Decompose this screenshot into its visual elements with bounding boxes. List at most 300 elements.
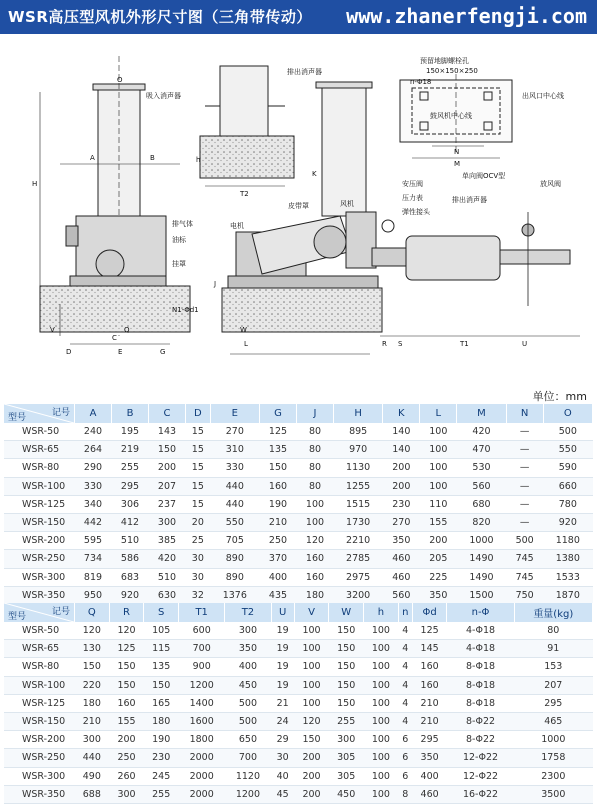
table-cell: 1000 xyxy=(514,731,592,749)
table-cell: 100 xyxy=(420,423,457,441)
table-cell: 15 xyxy=(186,477,211,495)
table-cell: 442 xyxy=(75,513,112,531)
table-cell: 100 xyxy=(364,749,399,767)
table-cell: 450 xyxy=(329,785,364,803)
table-cell: 207 xyxy=(149,477,186,495)
table-cell: 200 xyxy=(294,749,329,767)
unit-label: 单位：mm xyxy=(532,390,587,403)
table-row xyxy=(4,477,593,495)
model-cell: WSR-150 xyxy=(4,712,75,730)
label-check-valve: 单向阀OCV型 xyxy=(462,172,506,180)
table-cell: 150 xyxy=(144,676,179,694)
table-cell: 40 xyxy=(271,767,294,785)
table-cell: 21 xyxy=(271,694,294,712)
table-cell: 195 xyxy=(112,423,149,441)
table-cell: 1120 xyxy=(225,767,271,785)
table-cell: 160 xyxy=(412,658,447,676)
page-title: WSR高压型风机外形尺寸图（三角带传动） xyxy=(8,8,312,26)
model-cell: WSR-125 xyxy=(4,694,75,712)
column-header: N xyxy=(506,404,543,423)
table-cell: 550 xyxy=(543,441,592,459)
table-cell: 155 xyxy=(420,513,457,531)
foundation-left xyxy=(40,286,190,332)
table-cell: 80 xyxy=(296,459,333,477)
table-cell: 4 xyxy=(398,622,412,640)
table-cell: 180 xyxy=(75,694,110,712)
column-header: H xyxy=(333,404,382,423)
table-cell: 1255 xyxy=(333,477,382,495)
table-cell: 310 xyxy=(210,441,259,459)
website-url: www.zhanerfengji.com xyxy=(346,4,587,28)
table-cell: 190 xyxy=(259,495,296,513)
table-cell: 890 xyxy=(210,568,259,586)
table-cell: 250 xyxy=(259,532,296,550)
table-cell: 200 xyxy=(383,477,420,495)
table-header-row xyxy=(4,603,593,622)
table-cell: 1200 xyxy=(225,785,271,803)
table-cell: 125 xyxy=(412,622,447,640)
table-cell: 205 xyxy=(420,550,457,568)
dim-d: D xyxy=(66,348,72,356)
table-cell: 100 xyxy=(420,477,457,495)
table-cell: 255 xyxy=(112,459,149,477)
table-cell: 734 xyxy=(75,550,112,568)
corner-label-mark: 记号 xyxy=(51,408,70,418)
table-cell: 2300 xyxy=(514,767,592,785)
column-header: O xyxy=(543,404,592,423)
table-cell: 780 xyxy=(543,495,592,513)
label-flex-joint: 弹性接头 xyxy=(402,208,430,216)
label-fan-center: 鼓风机中心线 xyxy=(430,112,472,120)
table-cell: 3500 xyxy=(514,785,592,803)
table-cell: 6 xyxy=(398,749,412,767)
table-cell: 100 xyxy=(294,658,329,676)
table-cell: 400 xyxy=(259,568,296,586)
model-cell: WSR-300 xyxy=(4,767,75,785)
table-cell: — xyxy=(506,441,543,459)
model-cell: WSR-65 xyxy=(4,640,75,658)
table-cell: 660 xyxy=(543,477,592,495)
table-cell: 130 xyxy=(75,640,110,658)
column-header: S xyxy=(144,603,179,622)
table-cell: 490 xyxy=(75,767,110,785)
table-cell: 32 xyxy=(186,586,211,604)
table-cell: 420 xyxy=(457,423,506,441)
column-header: V xyxy=(294,603,329,622)
table-cell: 8-Φ18 xyxy=(447,676,514,694)
dim-l: L xyxy=(244,340,248,348)
table-cell: 100 xyxy=(294,640,329,658)
table-cell: 300 xyxy=(225,622,271,640)
table-cell: 120 xyxy=(294,712,329,730)
header-banner xyxy=(0,0,597,34)
table-cell: 683 xyxy=(112,568,149,586)
dimension-table-2 xyxy=(4,603,593,804)
table-cell: 8-Φ18 xyxy=(447,694,514,712)
table-cell: 100 xyxy=(364,640,399,658)
dim-k: K xyxy=(312,170,317,178)
table-cell: 100 xyxy=(294,694,329,712)
model-cell: WSR-250 xyxy=(4,749,75,767)
table-cell: 100 xyxy=(364,694,399,712)
table-cell: 1000 xyxy=(457,532,506,550)
table-cell: 100 xyxy=(296,495,333,513)
table-cell: 12-Φ22 xyxy=(447,767,514,785)
table-cell: 150 xyxy=(109,676,144,694)
table-cell: 225 xyxy=(420,568,457,586)
table-cell: 30 xyxy=(186,568,211,586)
table-cell: 600 xyxy=(179,622,225,640)
table-cell: 30 xyxy=(186,550,211,568)
table-cell: 510 xyxy=(149,568,186,586)
table-cell: 150 xyxy=(329,658,364,676)
table-cell: 100 xyxy=(420,459,457,477)
table-cell: 420 xyxy=(149,550,186,568)
column-header: R xyxy=(109,603,144,622)
label-air-valve: 放风阀 xyxy=(540,180,561,188)
table-cell: 950 xyxy=(75,586,112,604)
table-cell: 100 xyxy=(364,785,399,803)
table-row xyxy=(4,550,593,568)
table-cell: 350 xyxy=(225,640,271,658)
table-cell: 100 xyxy=(364,622,399,640)
table-body xyxy=(4,622,593,803)
table-cell: 150 xyxy=(329,694,364,712)
table-cell: 150 xyxy=(109,658,144,676)
label-exhaust-body: 排气体 xyxy=(172,220,193,228)
table-cell: 400 xyxy=(412,767,447,785)
corner-label-mark: 记号 xyxy=(51,607,70,617)
table-cell: 1380 xyxy=(543,550,592,568)
table-cell: 1376 xyxy=(210,586,259,604)
table-cell: 120 xyxy=(109,622,144,640)
model-cell: WSR-350 xyxy=(4,586,75,604)
table-cell: 25 xyxy=(186,532,211,550)
table-cell: 1515 xyxy=(333,495,382,513)
table-cell: 245 xyxy=(144,767,179,785)
table-cell: 160 xyxy=(109,694,144,712)
table-cell: 440 xyxy=(210,477,259,495)
table-cell: 2000 xyxy=(179,767,225,785)
exhaust-silencer-right-shape xyxy=(406,236,500,280)
table-cell: 550 xyxy=(210,513,259,531)
table-cell: 350 xyxy=(412,749,447,767)
table-cell: 255 xyxy=(144,785,179,803)
table-row xyxy=(4,568,593,586)
table-cell: 140 xyxy=(383,423,420,441)
dimension-table-1 xyxy=(4,404,593,605)
table-row xyxy=(4,694,593,712)
table-cell: 412 xyxy=(112,513,149,531)
table-cell: 150 xyxy=(329,676,364,694)
table-cell: 705 xyxy=(210,532,259,550)
label-cover: 挂罩 xyxy=(172,260,186,268)
table-row xyxy=(4,767,593,785)
table-cell: 220 xyxy=(75,676,110,694)
label-belt-cover: 皮带罩 xyxy=(288,202,309,210)
table-cell: 595 xyxy=(75,532,112,550)
table-row xyxy=(4,423,593,441)
column-header: Q xyxy=(75,603,110,622)
table-cell: 970 xyxy=(333,441,382,459)
table-cell: 80 xyxy=(296,441,333,459)
dim-g: G xyxy=(160,348,166,356)
table-row xyxy=(4,513,593,531)
table-cell: 200 xyxy=(420,532,457,550)
table-cell: 1800 xyxy=(179,731,225,749)
table-cell: 300 xyxy=(109,785,144,803)
table-row xyxy=(4,712,593,730)
table-cell: 4 xyxy=(398,640,412,658)
table-cell: 210 xyxy=(75,712,110,730)
table-cell: 150 xyxy=(329,622,364,640)
table-cell: 150 xyxy=(329,640,364,658)
table-cell: 8-Φ18 xyxy=(447,658,514,676)
model-cell: WSR-80 xyxy=(4,658,75,676)
label-intake-silencer: 吸入消声器 xyxy=(146,92,181,100)
table-cell: 145 xyxy=(412,640,447,658)
table-row xyxy=(4,622,593,640)
table-cell: 270 xyxy=(383,513,420,531)
model-cell: WSR-300 xyxy=(4,568,75,586)
column-header: T2 xyxy=(225,603,271,622)
table-cell: 115 xyxy=(144,640,179,658)
table-cell: 135 xyxy=(144,658,179,676)
table-cell: 4 xyxy=(398,658,412,676)
table-cell: 1130 xyxy=(333,459,382,477)
table-row xyxy=(4,731,593,749)
label-n-phi: n-Φ18 xyxy=(410,78,432,86)
table-cell: 1600 xyxy=(179,712,225,730)
table-cell: — xyxy=(506,495,543,513)
table-cell: 120 xyxy=(75,622,110,640)
table-cell: 630 xyxy=(149,586,186,604)
table-cell: 700 xyxy=(179,640,225,658)
column-header: U xyxy=(271,603,294,622)
table-cell: 510 xyxy=(112,532,149,550)
table-cell: 16-Φ22 xyxy=(447,785,514,803)
table-cell: 150 xyxy=(294,731,329,749)
table-row xyxy=(4,640,593,658)
table-cell: 500 xyxy=(506,532,543,550)
table-cell: 19 xyxy=(271,658,294,676)
table-cell: 895 xyxy=(333,423,382,441)
drawing-svg xyxy=(0,36,597,388)
table-corner-cell xyxy=(4,603,75,622)
model-cell: WSR-100 xyxy=(4,676,75,694)
table-cell: 24 xyxy=(271,712,294,730)
dim-o: O xyxy=(117,76,123,84)
table-cell: 153 xyxy=(514,658,592,676)
dim-t1: T1 xyxy=(460,340,469,348)
label-n1-d1: N1-Φd1 xyxy=(172,306,199,314)
table-cell: 155 xyxy=(109,712,144,730)
table-cell: 200 xyxy=(109,731,144,749)
dim-r: R xyxy=(382,340,387,348)
table-cell: — xyxy=(506,423,543,441)
table-cell: 190 xyxy=(144,731,179,749)
table-row xyxy=(4,658,593,676)
label-oil-tank: 油标 xyxy=(172,236,186,244)
table-cell: 460 xyxy=(412,785,447,803)
column-header: K xyxy=(383,404,420,423)
model-cell: WSR-350 xyxy=(4,785,75,803)
label-exhaust-silencer-top: 排出消声器 xyxy=(287,68,322,76)
label-motor: 电机 xyxy=(230,222,244,230)
table-cell: 80 xyxy=(514,622,592,640)
table-cell: — xyxy=(506,459,543,477)
table-cell: 4-Φ18 xyxy=(447,640,514,658)
column-header: h xyxy=(364,603,399,622)
table-cell: 100 xyxy=(364,712,399,730)
column-header: J xyxy=(296,404,333,423)
table-cell: 80 xyxy=(296,477,333,495)
column-header: E xyxy=(210,404,259,423)
table-cell: 4 xyxy=(398,676,412,694)
table-cell: 8 xyxy=(398,785,412,803)
table-cell: 15 xyxy=(186,459,211,477)
table-row xyxy=(4,441,593,459)
dim-e: E xyxy=(118,348,123,356)
table-cell: 900 xyxy=(179,658,225,676)
table-row xyxy=(4,749,593,767)
label-relief-valve: 安压阀 xyxy=(402,180,423,188)
table-cell: 450 xyxy=(225,676,271,694)
table-cell: 385 xyxy=(149,532,186,550)
table-cell: 240 xyxy=(75,423,112,441)
table-cell: 200 xyxy=(294,767,329,785)
table-cell: 920 xyxy=(543,513,592,531)
table-cell: 100 xyxy=(294,622,329,640)
table-cell: 465 xyxy=(514,712,592,730)
table-cell: 500 xyxy=(543,423,592,441)
dim-c: C xyxy=(112,334,117,342)
table-row xyxy=(4,785,593,803)
corner-label-model: 型号 xyxy=(8,413,27,423)
dim-b: B xyxy=(150,154,155,162)
table-cell: 255 xyxy=(329,712,364,730)
table-cell: 110 xyxy=(420,495,457,513)
table-cell: 270 xyxy=(210,423,259,441)
table-cell: 143 xyxy=(149,423,186,441)
table-cell: 29 xyxy=(271,731,294,749)
label-fan: 风机 xyxy=(340,200,354,208)
column-header: G xyxy=(259,404,296,423)
technical-drawing xyxy=(0,36,597,388)
model-cell: WSR-50 xyxy=(4,622,75,640)
table-cell: 120 xyxy=(296,532,333,550)
table-cell: 100 xyxy=(294,676,329,694)
table-cell: 237 xyxy=(149,495,186,513)
table-cell: 295 xyxy=(412,731,447,749)
table-cell: 350 xyxy=(420,586,457,604)
dim-a: A xyxy=(90,154,95,162)
table-cell: 80 xyxy=(296,423,333,441)
table-cell: 688 xyxy=(75,785,110,803)
table-cell: 15 xyxy=(186,495,211,513)
table-cell: 1533 xyxy=(543,568,592,586)
table-cell: 305 xyxy=(329,749,364,767)
label-anchor-size: 150×150×250 xyxy=(426,67,478,75)
table-cell: 200 xyxy=(294,785,329,803)
table-cell: 435 xyxy=(259,586,296,604)
table-cell: 135 xyxy=(259,441,296,459)
table-cell: 1730 xyxy=(333,513,382,531)
model-cell: WSR-125 xyxy=(4,495,75,513)
model-cell: WSR-65 xyxy=(4,441,75,459)
table-cell: 100 xyxy=(364,676,399,694)
table-cell: 300 xyxy=(149,513,186,531)
model-cell: WSR-100 xyxy=(4,477,75,495)
table-row xyxy=(4,676,593,694)
dim-u: U xyxy=(522,340,528,348)
table-cell: 590 xyxy=(543,459,592,477)
table-cell: 4 xyxy=(398,712,412,730)
table-cell: 290 xyxy=(75,459,112,477)
table-cell: 6 xyxy=(398,731,412,749)
table-cell: 19 xyxy=(271,676,294,694)
corner-label-model: 型号 xyxy=(8,612,27,622)
table-cell: 1400 xyxy=(179,694,225,712)
label-outlet-center: 出风口中心线 xyxy=(522,92,564,100)
table-cell: 230 xyxy=(144,749,179,767)
table-cell: 210 xyxy=(412,712,447,730)
column-header: L xyxy=(420,404,457,423)
table-cell: 19 xyxy=(271,640,294,658)
table-cell: 150 xyxy=(75,658,110,676)
table-cell: 440 xyxy=(75,749,110,767)
label-exhaust-silencer: 排出消声器 xyxy=(452,196,487,204)
table-cell: 1180 xyxy=(543,532,592,550)
table-cell: 250 xyxy=(109,749,144,767)
table-cell: 6 xyxy=(398,767,412,785)
table-row xyxy=(4,532,593,550)
table-cell: 560 xyxy=(457,477,506,495)
table-cell: 745 xyxy=(506,568,543,586)
label-anchor-holes: 预留地脚螺栓孔 xyxy=(420,57,469,65)
table-cell: 2210 xyxy=(333,532,382,550)
dim-m: M xyxy=(454,160,461,168)
column-header: D xyxy=(186,404,211,423)
table-cell: 650 xyxy=(225,731,271,749)
table-cell: 890 xyxy=(210,550,259,568)
table-row xyxy=(4,495,593,513)
dim-n: N xyxy=(454,148,460,156)
exhaust-silencer-top-shape xyxy=(220,66,268,136)
column-header: n xyxy=(398,603,412,622)
table-body xyxy=(4,423,593,604)
table-cell: 340 xyxy=(75,495,112,513)
table-cell: 20 xyxy=(186,513,211,531)
column-header: C xyxy=(149,404,186,423)
table-cell: 4-Φ18 xyxy=(447,622,514,640)
column-header: n-Φ xyxy=(447,603,514,622)
table-cell: 165 xyxy=(144,694,179,712)
table-cell: 300 xyxy=(329,731,364,749)
dim-t2: T2 xyxy=(240,190,249,198)
table-cell: 3200 xyxy=(333,586,382,604)
table-cell: 45 xyxy=(271,785,294,803)
model-cell: WSR-80 xyxy=(4,459,75,477)
table-cell: 91 xyxy=(514,640,592,658)
table-cell: 180 xyxy=(296,586,333,604)
table-cell: — xyxy=(506,477,543,495)
table-cell: 160 xyxy=(296,568,333,586)
dim-j: J xyxy=(214,280,217,288)
table-cell: 19 xyxy=(271,622,294,640)
table-cell: 180 xyxy=(144,712,179,730)
table-cell: 745 xyxy=(506,550,543,568)
